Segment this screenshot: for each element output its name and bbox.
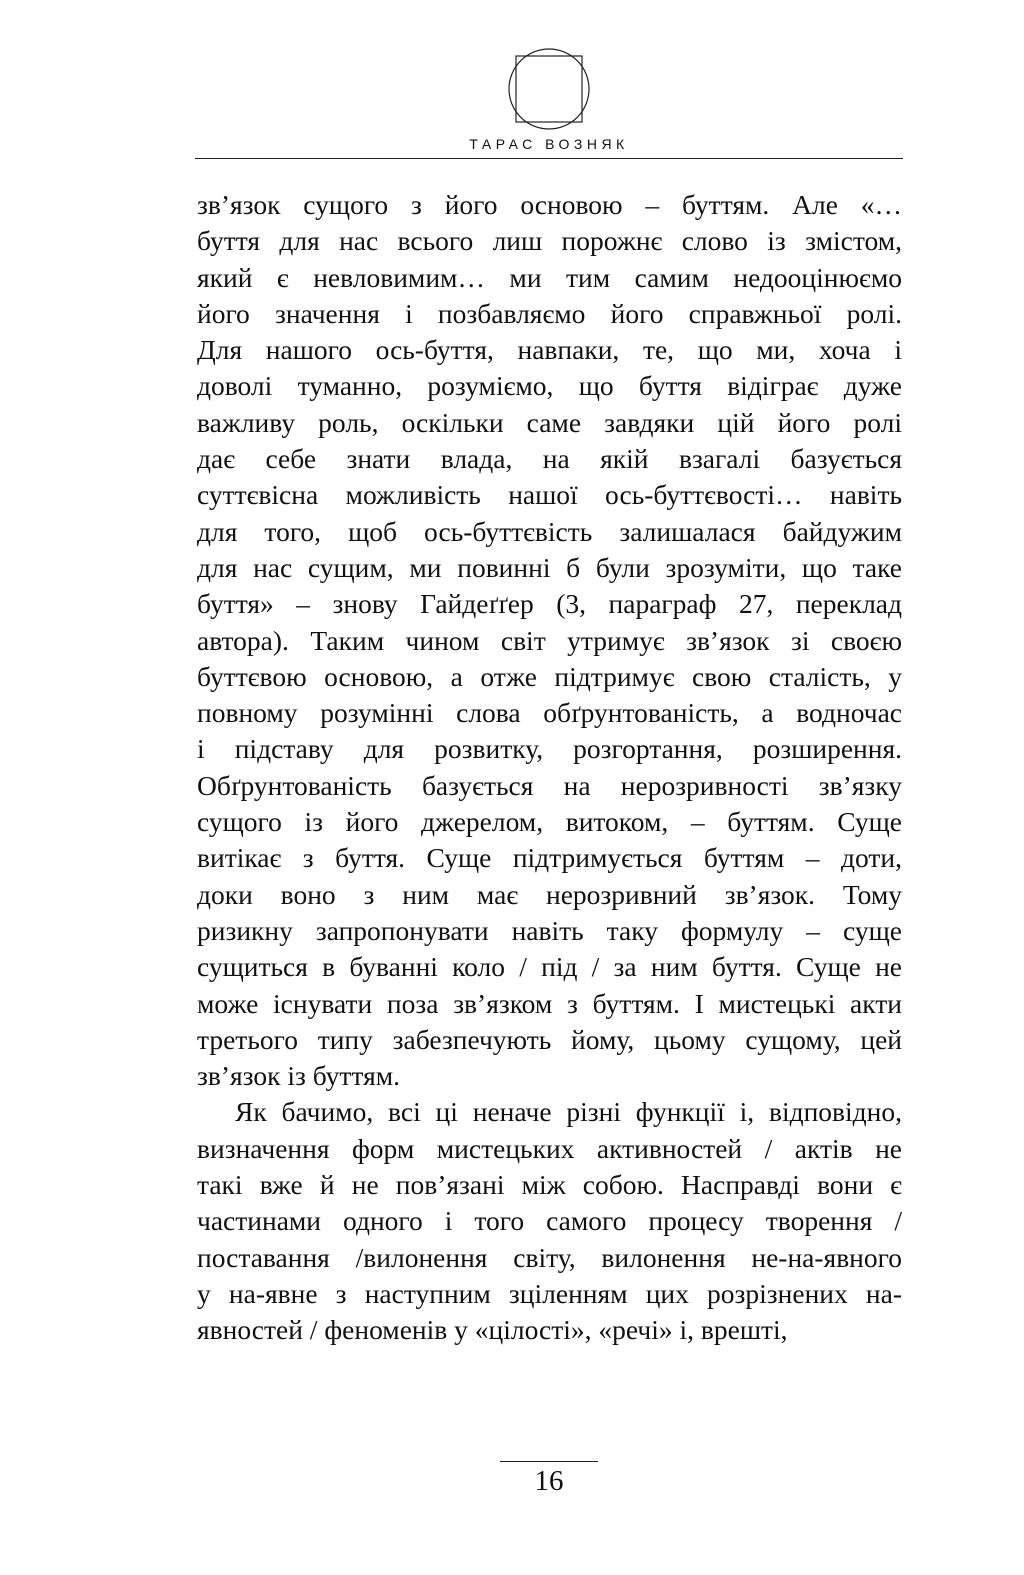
text-line: його значення і позбавляємо його справжньої ролі. [197, 297, 902, 329]
paragraph [197, 1094, 902, 1348]
text-line: частинами одного і того самого процесу творення / [197, 1205, 902, 1237]
body-text [197, 187, 902, 1349]
text-line: Для нашого ось-буття, навпаки, те, що ми, хоча і [197, 334, 902, 366]
text-line: явностей / феноменів у «цілості», «речі» і, врешті, [197, 1314, 788, 1346]
text-line: зв’язок із буттям. [197, 1060, 401, 1092]
text-line: Як бачимо, всі ці неначе різні функції і, відповідно, [235, 1096, 902, 1128]
text-line: сущиться в буванні коло / під / за ним буття. Суще не [197, 951, 902, 983]
text-line: ризикну запропонувати навіть таку формулу – суще [197, 914, 902, 946]
text-line: повному розумінні слова обґрунтованість, а водночас [197, 697, 902, 729]
text-line: у на-явне з наступним зціленням цих розрізнених на- [197, 1277, 902, 1309]
text-line: поставання /вилонення світу, вилонення не-на-явного [197, 1241, 902, 1273]
text-line: зв’язок сущого з його основою – буттям. Але «… [197, 189, 902, 220]
text-line: такі вже й не пов’язані між собою. Насправді вони є [197, 1169, 902, 1201]
text-line: третього типу забезпечують йому, цьому сущому, цей [197, 1023, 902, 1055]
header-divider [195, 158, 903, 159]
text-line: який є невловимим… ми тим самим недооцінюємо [197, 261, 902, 293]
text-line: суттєвісна можливість нашої ось-буттєвості… навіть [197, 479, 902, 511]
page-number: 16 [500, 1461, 598, 1498]
text-line: важливу роль, оскільки саме завдяки цій його ролі [197, 406, 902, 438]
text-line: буттєвою основою, а отже підтримує свою сталість, у [197, 660, 902, 692]
text-line: дає себе знати влада, на якій взагалі базується [197, 443, 902, 475]
text-line: витікає з буття. Суще підтримується буттям – доти, [197, 842, 902, 874]
text-line: сущого із його джерелом, витоком, – буттям. Суще [197, 806, 902, 838]
running-header-author: ТАРАС ВОЗНЯК [469, 136, 629, 152]
text-line: доки воно з ним має нерозривний зв’язок. Тому [197, 878, 902, 910]
circle-square-logo-icon [506, 46, 592, 132]
text-line: буття для нас всього лиш порожнє слово із змістом, [197, 225, 902, 257]
text-line: Обґрунтованість базується на нерозривності зв’язку [197, 769, 902, 801]
paragraph [197, 187, 902, 1094]
text-line: і підставу для розвитку, розгортання, розширення. [197, 733, 902, 765]
text-line: визначення форм мистецьких активностей / актів не [197, 1132, 902, 1164]
text-line: для нас сущим, ми повинні б були зрозуміти, що таке [197, 551, 902, 583]
text-line: для того, щоб ось-буттєвість залишалася байдужим [197, 515, 902, 547]
text-line: буття» – знову Гайдеґґер (3, параграф 27, переклад [197, 588, 902, 620]
text-line: може існувати поза зв’язком з буттям. І мистецькі акти [197, 987, 902, 1019]
text-line: автора). Таким чином світ утримує зв’язок зі своєю [197, 624, 902, 656]
text-line: доволі туманно, розуміємо, що буття відіграє дуже [197, 370, 902, 402]
